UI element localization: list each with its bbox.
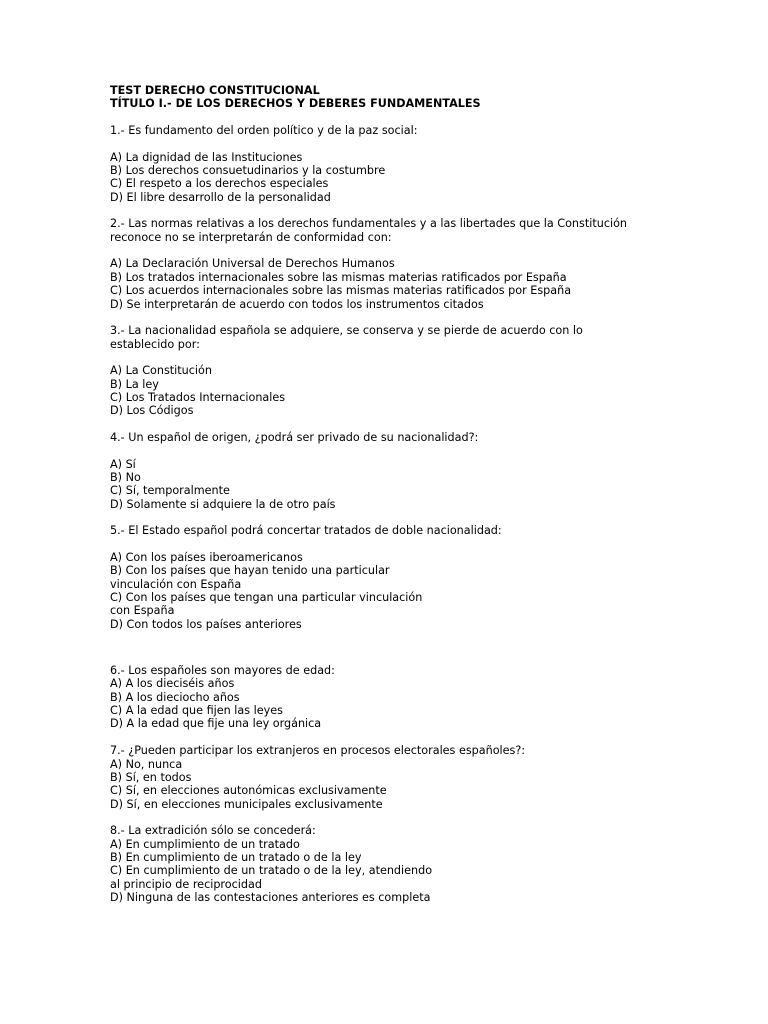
option-b: B) No <box>110 470 141 484</box>
question-text: 1.- Es fundamento del orden político y de la paz social: <box>110 124 418 138</box>
option-a: A) Sí <box>110 457 136 471</box>
option-b: B) La ley <box>110 377 159 391</box>
option-b: B) En cumplimiento de un tratado o de la ley <box>110 850 362 864</box>
option-d: D) A la edad que fije una ley orgánica <box>110 717 322 731</box>
option-list <box>110 551 710 631</box>
option-a: A) La Declaración Universal de Derechos Humanos <box>110 257 395 271</box>
option-list <box>110 364 710 417</box>
question-7 <box>110 744 710 811</box>
option-a: A) A los dieciséis años <box>110 677 235 691</box>
spacer <box>110 538 710 551</box>
option-c: C) Sí, en elecciones autonómicas exclusivamente <box>110 784 387 798</box>
option-d: D) Sí, en elecciones municipales exclusivamente <box>110 797 383 811</box>
option-c: C) En cumplimiento de un tratado o de la ley, atendiendo al principio de reciprocidad <box>110 864 433 891</box>
question-text: 5.- El Estado español podrá concertar tratados de doble nacionalidad: <box>110 524 502 538</box>
question-text: 3.- La nacionalidad española se adquiere, se conserva y se pierde de acuerdo con lo establecido por: <box>110 324 583 351</box>
spacer <box>110 444 710 457</box>
question-text: 7.- ¿Pueden participar los extranjeros en procesos electorales españoles?: <box>110 744 526 758</box>
option-list <box>110 257 710 310</box>
spacer <box>110 351 710 364</box>
question-text: 4.- Un español de origen, ¿podrá ser privado de su nacionalidad?: <box>110 430 479 444</box>
spacer <box>110 244 710 257</box>
question-4 <box>110 431 710 511</box>
question-1 <box>110 124 710 204</box>
spacer <box>110 204 710 217</box>
spacer <box>110 137 710 150</box>
option-d: D) Se interpretarán de acuerdo con todos los instrumentos citados <box>110 297 484 311</box>
document-subtitle: TÍTULO I.- DE LOS DERECHOS Y DEBERES FUNDAMENTALES <box>110 97 481 111</box>
spacer <box>110 631 710 664</box>
option-b: B) Los tratados internacionales sobre las mismas materias ratificados por España <box>110 270 567 284</box>
question-5 <box>110 524 710 631</box>
option-a: A) En cumplimiento de un tratado <box>110 837 300 851</box>
option-a: A) La Constitución <box>110 364 212 378</box>
spacer <box>110 511 710 524</box>
option-a: A) Con los países iberoamericanos <box>110 551 303 565</box>
option-b: B) Con los países que hayan tenido una particular vinculación con España <box>110 564 390 591</box>
question-6 <box>110 664 710 731</box>
question-text: 8.- La extradición sólo se concederá: <box>110 824 316 838</box>
spacer <box>110 811 710 824</box>
option-c: C) Con los países que tengan una particular vinculación con España <box>110 591 423 618</box>
spacer <box>110 731 710 744</box>
option-b: B) Los derechos consuetudinarios y la costumbre <box>110 164 386 178</box>
option-d: D) El libre desarrollo de la personalidad <box>110 190 331 204</box>
document-title: TEST DERECHO CONSTITUCIONAL <box>110 84 320 97</box>
option-b: B) Sí, en todos <box>110 770 192 784</box>
option-c: C) A la edad que fijen las leyes <box>110 704 283 718</box>
document-page <box>110 84 710 904</box>
question-3 <box>110 324 710 417</box>
spacer <box>110 418 710 431</box>
option-d: D) Con todos los países anteriores <box>110 617 302 631</box>
option-d: D) Solamente si adquiere la de otro país <box>110 497 336 511</box>
option-a: A) La dignidad de las Instituciones <box>110 150 303 164</box>
option-c: C) Sí, temporalmente <box>110 484 230 498</box>
option-c: C) Los Tratados Internacionales <box>110 390 286 404</box>
option-d: D) Ninguna de las contestaciones anteriores es completa <box>110 890 431 904</box>
question-text: 2.- Las normas relativas a los derechos fundamentales y a las libertades que la Constitución reconoce no se interpretarán de conformidad con: <box>110 217 628 244</box>
option-list <box>110 151 710 204</box>
option-d: D) Los Códigos <box>110 404 194 418</box>
option-list <box>110 838 710 905</box>
option-list <box>110 458 710 511</box>
option-b: B) A los dieciocho años <box>110 690 240 704</box>
option-c: C) El respeto a los derechos especiales <box>110 177 329 191</box>
question-2 <box>110 217 710 310</box>
option-a: A) No, nunca <box>110 757 183 771</box>
option-list <box>110 758 710 811</box>
spacer <box>110 111 710 124</box>
option-c: C) Los acuerdos internacionales sobre las mismas materias ratificados por España <box>110 284 572 298</box>
spacer <box>110 311 710 324</box>
question-text: 6.- Los españoles son mayores de edad: <box>110 664 335 678</box>
option-list <box>110 677 710 730</box>
question-8 <box>110 824 710 904</box>
